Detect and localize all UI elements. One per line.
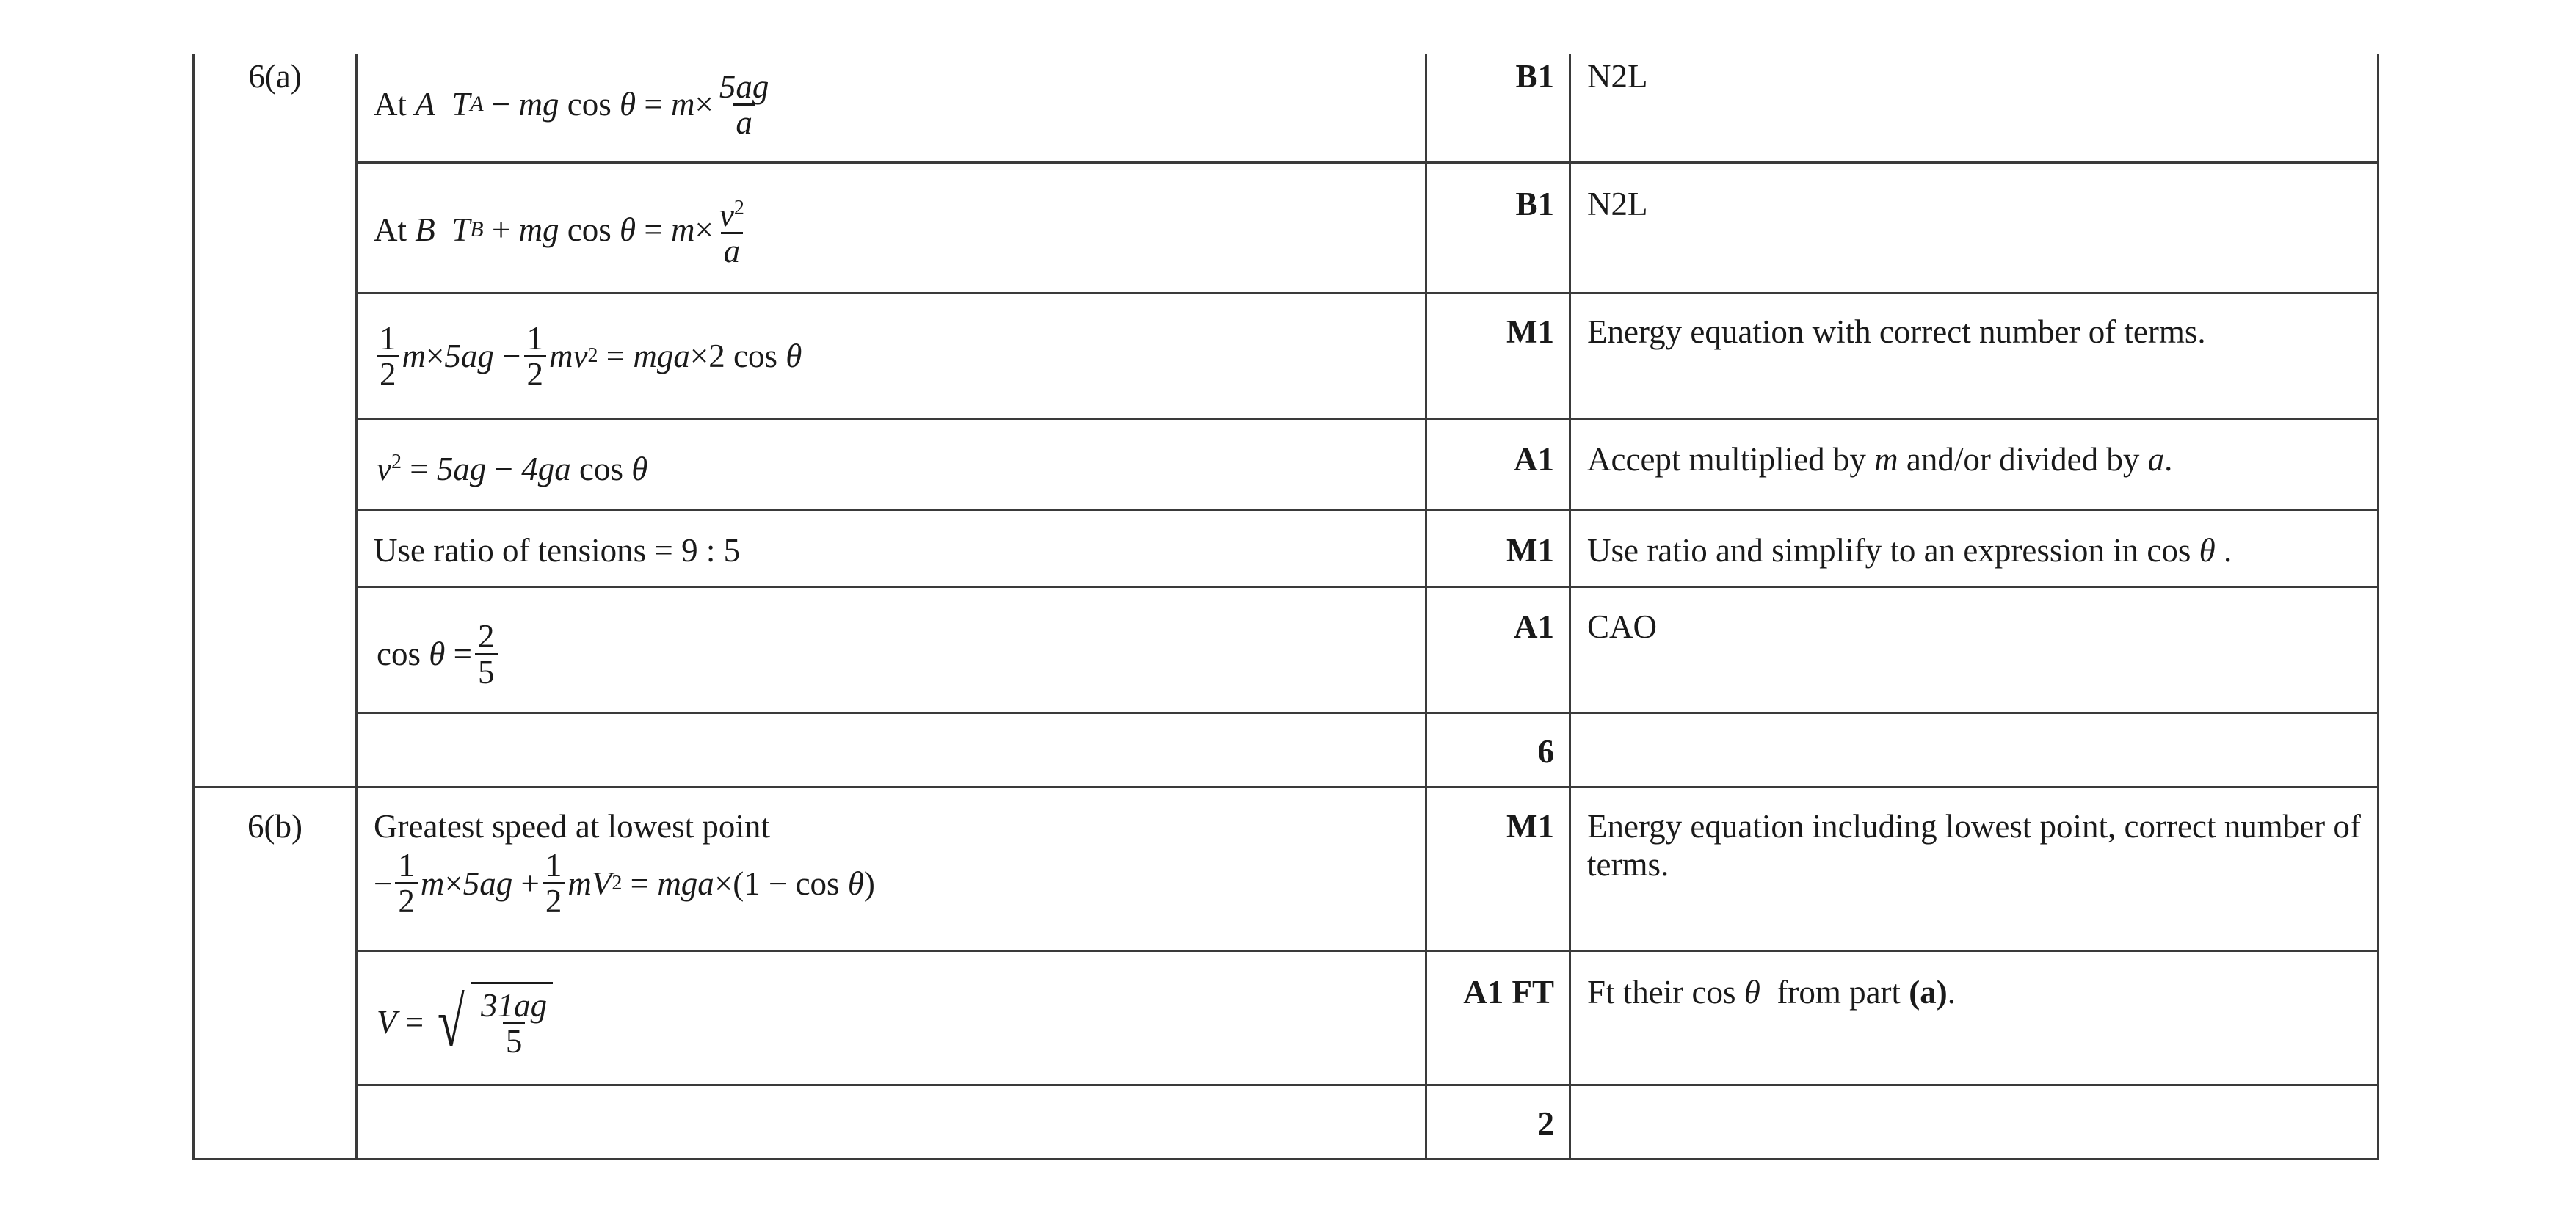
- note-text: from part: [1768, 974, 1909, 1011]
- answer-text: m: [671, 211, 695, 248]
- fraction: [475, 619, 498, 689]
- note-text: and/or divided by: [1898, 441, 2148, 478]
- answer-text: 5ag: [436, 451, 487, 487]
- answer-cell: [374, 182, 1416, 277]
- answer-text: θ: [847, 864, 864, 902]
- answer-cell: [377, 443, 1419, 488]
- answer-text: ×: [694, 211, 714, 248]
- answer-text: 2 cos: [708, 338, 778, 374]
- answer-text: =: [453, 636, 472, 672]
- mark-cell: A1: [1514, 441, 1554, 478]
- answer-text: 2: [478, 617, 495, 655]
- note-cell: N2L: [1587, 186, 1648, 222]
- answer-text: mv: [549, 338, 588, 374]
- mark-cell: M1: [1506, 808, 1554, 845]
- answer-text: a: [733, 103, 755, 139]
- answer-text: ×: [694, 86, 714, 123]
- answer-text: ): [863, 864, 875, 902]
- note-text: cos: [2147, 532, 2191, 569]
- answer-text: ×: [689, 338, 709, 374]
- answer-text: =: [644, 211, 663, 248]
- answer-text: −: [494, 451, 514, 487]
- answer-text: cos: [567, 86, 612, 123]
- note-text: (a): [1909, 974, 1948, 1011]
- total-marks-6b: 2: [1537, 1105, 1554, 1142]
- note-cell: [1587, 440, 2365, 478]
- answer-text: 2: [587, 344, 598, 367]
- answer-text: +: [491, 211, 511, 248]
- column-divider-note: [1569, 54, 1571, 1160]
- mark-cell: A1 FT: [1463, 974, 1554, 1011]
- mark-cell: M1: [1506, 532, 1554, 569]
- note-text: a: [2147, 441, 2165, 478]
- square-root: √ $\frac{31ag}{5}$: [432, 982, 553, 1063]
- mark-cell: A1: [1514, 608, 1554, 645]
- fraction: [377, 321, 399, 391]
- note-text: .: [2215, 532, 2232, 569]
- answer-text: 2: [524, 355, 547, 391]
- answer-text: ×: [426, 338, 445, 374]
- answer-text: =: [630, 864, 650, 902]
- fraction: [716, 70, 772, 139]
- answer-text: ×: [714, 864, 733, 902]
- answer-text: 2: [391, 451, 402, 473]
- row-divider: [355, 418, 2379, 420]
- note-text: cos: [1691, 974, 1736, 1011]
- total-marks-6a: 6: [1537, 733, 1554, 770]
- row-divider: [355, 950, 2379, 952]
- answer-text: a: [721, 232, 744, 268]
- answer-text: mV: [567, 864, 612, 902]
- answer-text: cos: [567, 211, 612, 248]
- answer-text: V: [377, 1004, 397, 1041]
- note-cell: N2L: [1587, 58, 1648, 95]
- note-cell: CAO: [1587, 608, 1658, 645]
- answer-text: v: [719, 197, 734, 233]
- answer-text: ×: [444, 864, 463, 902]
- answer-text: A: [470, 92, 484, 116]
- mark-cell: M1: [1506, 313, 1554, 350]
- answer-text: 31ag: [481, 987, 548, 1024]
- answer-text: θ: [631, 451, 648, 487]
- answer-text: θ: [786, 338, 802, 374]
- answer-text: m: [420, 864, 445, 902]
- mark-cell: B1: [1515, 58, 1554, 95]
- answer-cell: [374, 60, 1416, 148]
- note-text: m: [1874, 441, 1898, 478]
- note-text: .: [1947, 974, 1956, 1011]
- answer-text: 2: [733, 197, 744, 219]
- answer-cell: [377, 606, 1419, 702]
- answer-text: m: [402, 338, 426, 374]
- answer-text: 1: [526, 319, 544, 357]
- answer-text: −: [374, 864, 393, 902]
- answer-text: 2: [543, 882, 565, 918]
- note-cell: Energy equation with correct number of terms.: [1587, 313, 2206, 350]
- note-cell: [1587, 531, 2365, 569]
- question-divider: [192, 786, 2379, 788]
- answer-text: T: [451, 86, 471, 123]
- row-divider: [355, 292, 2379, 294]
- answer-text: v: [377, 451, 391, 487]
- answer-text: 5ag: [719, 68, 769, 105]
- note-text: Use ratio and simplify to an expression in: [1587, 532, 2147, 569]
- answer-text: cos: [579, 451, 624, 487]
- fraction: [524, 321, 547, 391]
- answer-text: T: [451, 211, 471, 248]
- row-divider: [355, 586, 2379, 588]
- answer-text: =: [410, 451, 429, 487]
- note-cell: Energy equation including lowest point, correct number of terms.: [1587, 808, 2361, 883]
- answer-cell: [374, 308, 1416, 404]
- answer-text: 1: [545, 847, 562, 884]
- answer-text: −: [491, 86, 511, 123]
- answer-text: Greatest speed at lowest point: [374, 808, 770, 845]
- answer-text: mga: [657, 864, 714, 902]
- row-divider: [355, 509, 2379, 511]
- answer-text: =: [644, 86, 663, 123]
- note-text: Accept multiplied by: [1587, 441, 1875, 478]
- row-divider: [355, 161, 2379, 164]
- fraction: [478, 989, 550, 1058]
- answer-cell: Use ratio of tensions = 9 : 5: [374, 532, 741, 569]
- answer-text: 2: [395, 882, 418, 918]
- answer-text: (1 − cos: [733, 864, 840, 902]
- answer-text: mg: [518, 211, 559, 248]
- fraction: [395, 848, 418, 918]
- answer-text: B: [415, 211, 435, 248]
- answer-text: θ: [429, 636, 446, 672]
- answer-text: 5ag: [444, 338, 494, 374]
- answer-text: 5ag: [462, 864, 513, 902]
- answer-text: =: [606, 338, 625, 374]
- note-text: θ: [2199, 532, 2216, 569]
- answer-cell: [377, 967, 1419, 1077]
- answer-text: −: [502, 338, 521, 374]
- answer-text: m: [671, 86, 695, 123]
- note-text: Ft their: [1587, 974, 1692, 1011]
- answer-text: cos: [377, 636, 421, 672]
- answer-text: 2: [612, 871, 623, 895]
- table-border-left: [192, 54, 195, 1160]
- answer-text: θ: [620, 211, 636, 248]
- table-border-right: [2377, 54, 2379, 1160]
- answer-text: 5: [475, 653, 498, 689]
- column-divider-answer: [355, 54, 358, 1160]
- row-divider: [355, 1084, 2379, 1086]
- answer-text: =: [404, 1004, 424, 1041]
- mark-cell: B1: [1515, 186, 1554, 222]
- answer-text: A: [415, 86, 435, 123]
- answer-text: mga: [633, 338, 690, 374]
- answer-text: At: [374, 211, 407, 248]
- answer-text: 1: [398, 847, 415, 884]
- answer-text: 5: [503, 1022, 526, 1058]
- table-border-bottom: [192, 1158, 2379, 1160]
- question-label-6a: 6(a): [248, 58, 302, 95]
- answer-text: 4ga: [521, 451, 571, 487]
- fraction: [543, 848, 565, 918]
- question-label-6b: 6(b): [247, 808, 302, 845]
- answer-text: mg: [518, 86, 559, 123]
- row-divider: [355, 712, 2379, 714]
- note-text: θ: [1744, 974, 1760, 1011]
- answer-text: θ: [620, 86, 636, 123]
- answer-text: B: [470, 217, 484, 241]
- answer-text: +: [520, 864, 540, 902]
- answer-text: 2: [377, 355, 399, 391]
- note-text: .: [2164, 441, 2173, 478]
- answer-equation: [374, 848, 1416, 918]
- note-cell: [1587, 973, 2365, 1011]
- answer-cell: [374, 807, 1416, 918]
- answer-text: At: [374, 86, 407, 123]
- fraction: [716, 192, 747, 268]
- answer-text: 1: [380, 319, 396, 357]
